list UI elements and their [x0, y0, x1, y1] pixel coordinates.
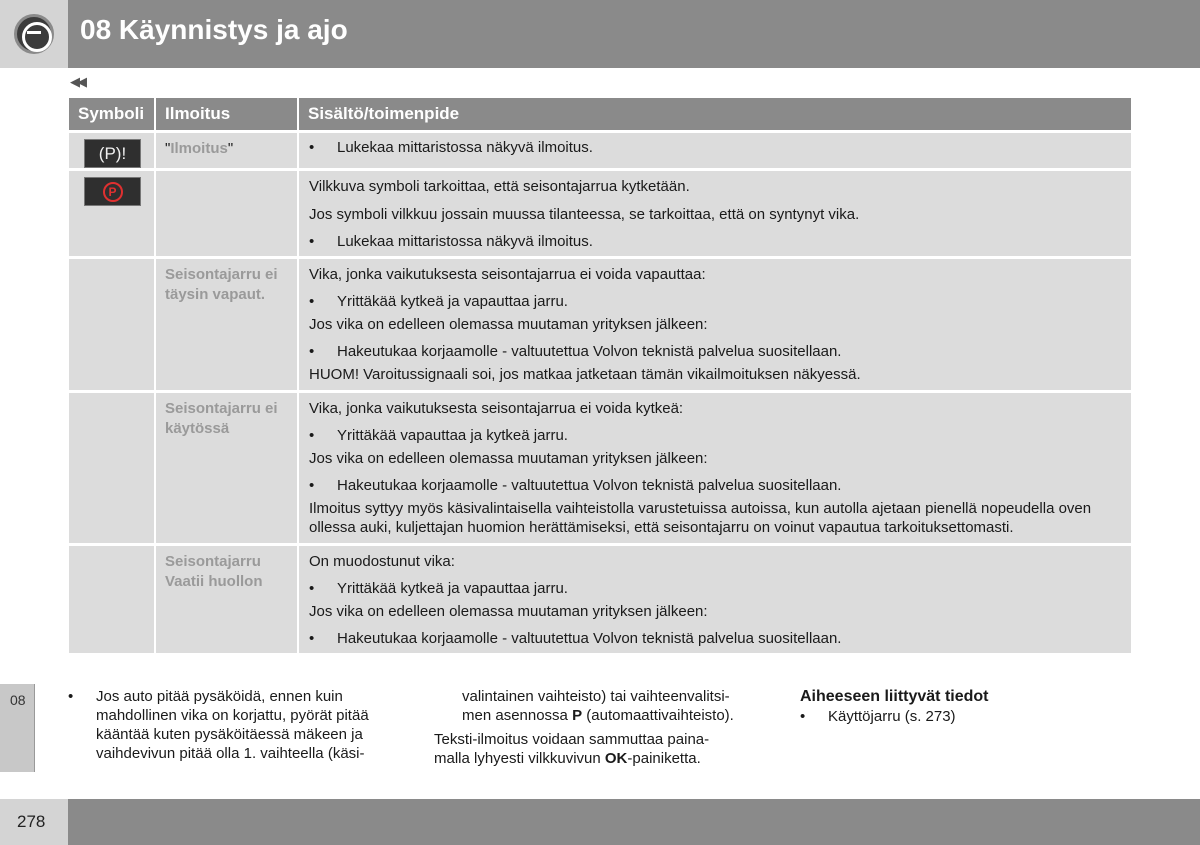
list-item: • Jos auto pitää pysäköidä, ennen kuin mahdollinen vika on korjattu, pyörät pitää kääntää kuten pysäköitäessä mäkeen ja vaihdevivun pitää olla 1. vaihteella (käsi-: [68, 688, 369, 762]
table-row: [69, 168, 1131, 256]
message-cell: Seisontajarru Vaatii huollon: [156, 543, 299, 653]
message-cell: Seisontajarru ei käytössä: [156, 390, 299, 543]
back-arrow-icon[interactable]: ◀◀: [70, 74, 84, 89]
table-row: [69, 390, 1131, 543]
parking-brake-red-icon: P: [84, 177, 141, 206]
parking-brake-warning-icon: (P)!: [84, 139, 141, 168]
table-row: [69, 543, 1131, 653]
message-cell: [156, 168, 299, 256]
steering-wheel-icon: [14, 14, 54, 54]
list-item: • Hakeutukaa korjaamolle - valtuutettua Volvon teknistä palvelua suositellaan.: [309, 477, 842, 494]
table-row: [69, 130, 1131, 168]
header-logo-area: [0, 0, 68, 68]
page-number: 278: [17, 812, 46, 831]
content-cell: Vika, jonka vaikutuksesta seisontajarrua ei voida vapauttaa: • Yrittäkää kytkeä ja vapauttaa jarru. Jos vika on edelleen olemassa muutaman yrityksen jälkeen: • Hakeutukaa korjaamolle - valtuutettua Volvon teknistä palvelua suositellaan. HUOM! Varoitussignaali soi, jos matkaa jatketaan tämän vikailmoituksen näkyessä.: [299, 256, 1131, 390]
column-header-message: Ilmoitus: [156, 98, 299, 130]
table-row: [69, 256, 1131, 390]
symbol-cell: [69, 256, 156, 390]
message-cell: "Ilmoitus": [156, 130, 299, 168]
column-header-symbol: Symboli: [69, 98, 156, 130]
list-item: • Yrittäkää kytkeä ja vapauttaa jarru.: [309, 293, 568, 310]
related-info: [800, 687, 1130, 726]
column-header-content: Sisältö/toimenpide: [299, 98, 1131, 130]
message-table: [69, 98, 1131, 653]
related-link[interactable]: • Käyttöjarru (s. 273): [800, 708, 956, 725]
footer-bar: [68, 799, 1200, 845]
content-cell: On muodostunut vika: • Yrittäkää kytkeä ja vapauttaa jarru. Jos vika on edelleen olemassa muutaman yrityksen jälkeen: • Hakeutukaa korjaamolle - valtuutettua Volvon teknistä palvelua suositellaan.: [299, 543, 1131, 653]
list-item: • Lukekaa mittaristossa näkyvä ilmoitus.: [309, 139, 593, 156]
list-item: • Hakeutukaa korjaamolle - valtuutettua Volvon teknistä palvelua suositellaan.: [309, 343, 842, 360]
symbol-cell: [69, 168, 156, 256]
table-header-row: [69, 98, 1131, 130]
list-item: • Hakeutukaa korjaamolle - valtuutettua Volvon teknistä palvelua suositellaan.: [309, 630, 842, 647]
symbol-cell: [69, 390, 156, 543]
page-number-box: [0, 799, 68, 845]
message-text: Ilmoitus: [170, 140, 228, 157]
content-cell: Vilkkuva symboli tarkoittaa, että seisontajarrua kytketään. Jos symboli vilkkuu jossain muussa tilanteessa, se tarkoittaa, että on syntynyt vika. • Lukekaa mittaristossa näkyvä ilmoitus.: [299, 168, 1131, 256]
body-column-2: valintainen vaihteisto) tai vaihteenvalitsi- men asennossa P (automaattivaihteisto). Teksti-ilmoitus voidaan sammuttaa paina-malla lyhyesti vilkkuvivun OK-painiketta.: [434, 688, 734, 767]
symbol-cell: [69, 543, 156, 653]
message-cell: Seisontajarru ei täysin vapaut.: [156, 256, 299, 390]
chapter-tab[interactable]: 08: [0, 684, 35, 772]
page-title: 08 Käynnistys ja ajo: [80, 14, 348, 45]
body-column-1: [68, 687, 403, 763]
content-cell: Vika, jonka vaikutuksesta seisontajarrua ei voida kytkeä: • Yrittäkää vapauttaa ja kytkeä jarru. Jos vika on edelleen olemassa muutaman yrityksen jälkeen: • Hakeutukaa korjaamolle - valtuutettua Volvon teknistä palvelua suositellaan. Ilmoitus syttyy myös käsivalintaisella vaihteistolla varustetuissa autoissa, kun autolla ajetaan pienellä nopeudella oven ollessa auki, kuljettajan huomion herättämiseksi, että seisontajarru on voinut vapautua tarkoituksettomasti.: [299, 390, 1131, 543]
list-item: • Yrittäkää vapauttaa ja kytkeä jarru.: [309, 427, 568, 444]
chapter-header: [68, 0, 1200, 68]
related-title: Aiheeseen liittyvät tiedot: [800, 688, 989, 705]
symbol-cell: [69, 130, 156, 168]
list-item: • Lukekaa mittaristossa näkyvä ilmoitus.: [309, 233, 593, 250]
content-cell: [299, 130, 1131, 168]
list-item: • Yrittäkää kytkeä ja vapauttaa jarru.: [309, 580, 568, 597]
